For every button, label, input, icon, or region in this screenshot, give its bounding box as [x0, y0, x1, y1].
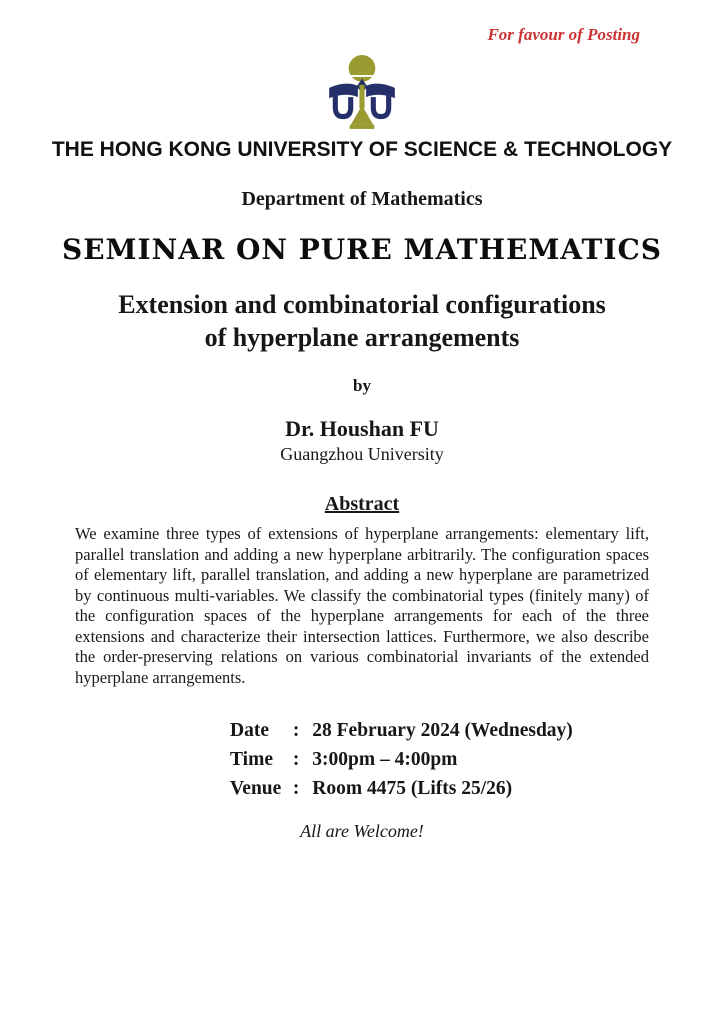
- talk-title: [0, 288, 724, 354]
- seminar-series-title: SEMINAR ON PURE MATHEMATICS: [61, 233, 662, 266]
- detail-row-date: [230, 716, 724, 745]
- by-label: by: [353, 376, 371, 395]
- speaker-affiliation: Guangzhou University: [280, 444, 444, 464]
- detail-row-venue: [230, 774, 724, 803]
- university-name: THE HONG KONG UNIVERSITY OF SCIENCE & TECHNOLOGY: [51, 138, 673, 161]
- speaker-name: Dr. Houshan FU: [285, 416, 439, 441]
- welcome-note: All are Welcome!: [300, 821, 424, 841]
- detail-label: Time: [230, 749, 273, 770]
- event-details: [230, 716, 724, 803]
- detail-colon: :: [292, 778, 300, 799]
- detail-colon: :: [292, 749, 300, 770]
- detail-label: Date: [230, 720, 269, 741]
- detail-value-date: 28 February 2024 (Wednesday): [312, 720, 573, 741]
- talk-title-line2: of hyperplane arrangements: [204, 323, 520, 352]
- detail-value-time: 3:00pm – 4:00pm: [312, 749, 458, 770]
- department-name: Department of Mathematics: [241, 188, 483, 210]
- detail-colon: :: [292, 720, 300, 741]
- hkust-logo-icon: [323, 54, 401, 132]
- abstract-heading: Abstract: [324, 493, 400, 515]
- talk-title-line1: Extension and combinatorial configurations: [118, 290, 606, 319]
- detail-label: Venue: [230, 778, 282, 799]
- logo-container: [0, 0, 724, 132]
- detail-value-venue: Room 4475 (Lifts 25/26): [312, 778, 513, 799]
- detail-row-time: [230, 745, 724, 774]
- abstract-text: We examine three types of extensions of hyperplane arrangements: elementary lift, parallel translation and adding a new hyperplane arbitrarily. The configuration spaces of elementary lift, parallel translation, and adding a new hyperplane are parametrized by continuous multi-variables. We classify the combinatorial types (finitely many) of the configuration spaces of the hyperplane arrangements for each of the three extensions and characterize their intersection lattices. Furthermore, we also describe the order-preserving relations on various combinatorial invariants of the extended hyperplane arrangements.: [75, 524, 649, 687]
- posting-note: For favour of Posting: [487, 25, 640, 44]
